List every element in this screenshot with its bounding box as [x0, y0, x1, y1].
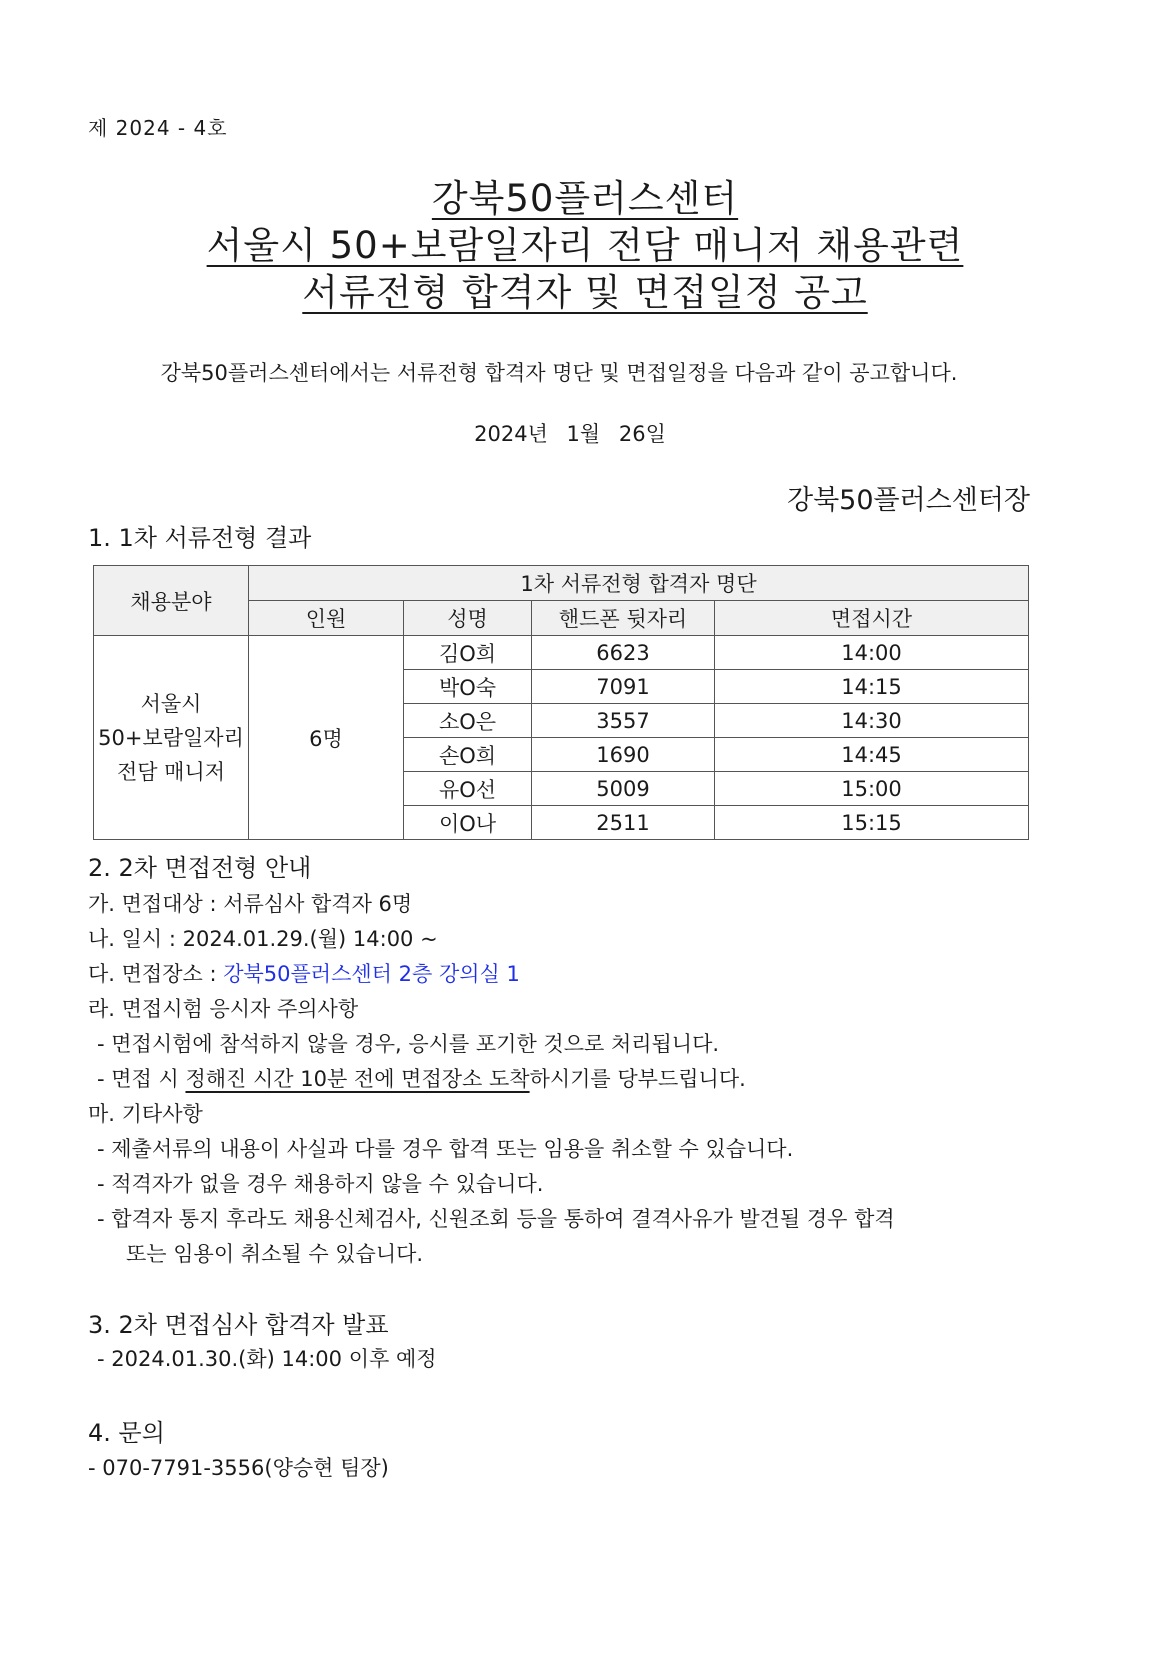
phone-cell: 3557: [532, 704, 715, 738]
header-field: 채용분야: [94, 566, 249, 636]
etc-heading: 마. 기타사항: [88, 1102, 203, 1126]
time-cell: 14:45: [715, 738, 1029, 772]
name-cell: 유O선: [404, 772, 532, 806]
name-cell: 이O나: [404, 806, 532, 840]
phone-cell: 7091: [532, 670, 715, 704]
field-line: 50+보람일자리: [98, 725, 244, 750]
phone-cell: 2511: [532, 806, 715, 840]
etc-item-2: - 적격자가 없을 경우 채용하지 않을 수 있습니다.: [97, 1172, 544, 1196]
time-cell: 14:15: [715, 670, 1029, 704]
intro-text: 강북50플러스센터에서는 서류전형 합격자 명단 및 면접일정을 다음과 같이 공고합니다.: [160, 361, 958, 385]
document-number: 제 2024 - 4호: [88, 116, 228, 140]
section3-heading: 3. 2차 면접심사 합격자 발표: [88, 1311, 389, 1339]
name-cell: 소O은: [404, 704, 532, 738]
announcement-date: 2024년 1월 26일: [474, 422, 666, 446]
time-cell: 14:30: [715, 704, 1029, 738]
headcount-cell: 6명: [249, 636, 404, 840]
title-line-2: [0, 215, 1170, 269]
section2-heading: 2. 2차 면접전형 안내: [88, 854, 312, 882]
name-cell: 손O희: [404, 738, 532, 772]
phone-cell: 5009: [532, 772, 715, 806]
interview-place: [88, 958, 520, 988]
notice-2-prefix: - 면접 시: [97, 1067, 186, 1091]
notice-item-1: - 면접시험에 참석하지 않을 경우, 응시를 포기한 것으로 처리됩니다.: [97, 1032, 720, 1056]
signer: 강북50플러스센터장: [786, 485, 1030, 516]
time-cell: 15:00: [715, 772, 1029, 806]
time-cell: 14:00: [715, 636, 1029, 670]
place-label: 다. 면접장소 :: [88, 962, 224, 986]
table-header-row-1: [94, 566, 1029, 601]
contact-item: - 070-7791-3556(양승현 팀장): [88, 1456, 389, 1480]
phone-cell: 1690: [532, 738, 715, 772]
results-table: [93, 565, 1029, 840]
title-line-1: [0, 168, 1170, 222]
etc-item-3: - 합격자 통지 후라도 채용신체검사, 신원조회 등을 통하여 결격사유가 발견될 경우 합격: [97, 1207, 895, 1231]
field-line: 전담 매니저: [116, 759, 226, 784]
header-group: 1차 서류전형 합격자 명단: [249, 566, 1029, 601]
header-headcount: 인원: [249, 601, 404, 636]
name-cell: 김O희: [404, 636, 532, 670]
table-row: [94, 636, 1029, 670]
field-cell: [94, 636, 249, 840]
section3-item: - 2024.01.30.(화) 14:00 이후 예정: [97, 1347, 437, 1371]
title-text-1: 강북50플러스센터: [431, 177, 739, 220]
notice-2-emphasis: 정해진 시간 10분 전에 면접장소 도착: [185, 1067, 530, 1091]
title-line-3: [0, 262, 1170, 316]
title-text-3: 서류전형 합격자 및 면접일정 공고: [302, 271, 868, 314]
notice-heading: 라. 면접시험 응시자 주의사항: [88, 997, 359, 1021]
field-line: 서울시: [140, 691, 202, 716]
notice-2-suffix: 하시기를 당부드립니다.: [529, 1067, 746, 1091]
header-time: 면접시간: [715, 601, 1029, 636]
interview-target: 가. 면접대상 : 서류심사 합격자 6명: [88, 892, 413, 916]
header-phone: 핸드폰 뒷자리: [532, 601, 715, 636]
section4-heading: 4. 문의: [88, 1419, 165, 1447]
section1-heading: 1. 1차 서류전형 결과: [88, 524, 312, 552]
header-name: 성명: [404, 601, 532, 636]
time-cell: 15:15: [715, 806, 1029, 840]
etc-item-3-cont: 또는 임용이 취소될 수 있습니다.: [126, 1242, 424, 1266]
notice-item-2: [97, 1063, 746, 1093]
name-cell: 박O숙: [404, 670, 532, 704]
etc-item-1: - 제출서류의 내용이 사실과 다를 경우 합격 또는 임용을 취소할 수 있습니다.: [97, 1137, 794, 1161]
place-value: 강북50플러스센터 2층 강의실 1: [223, 962, 520, 986]
phone-cell: 6623: [532, 636, 715, 670]
interview-datetime: 나. 일시 : 2024.01.29.(월) 14:00 ~: [88, 927, 438, 951]
title-text-2: 서울시 50+보람일자리 전담 매니저 채용관련: [206, 224, 964, 267]
